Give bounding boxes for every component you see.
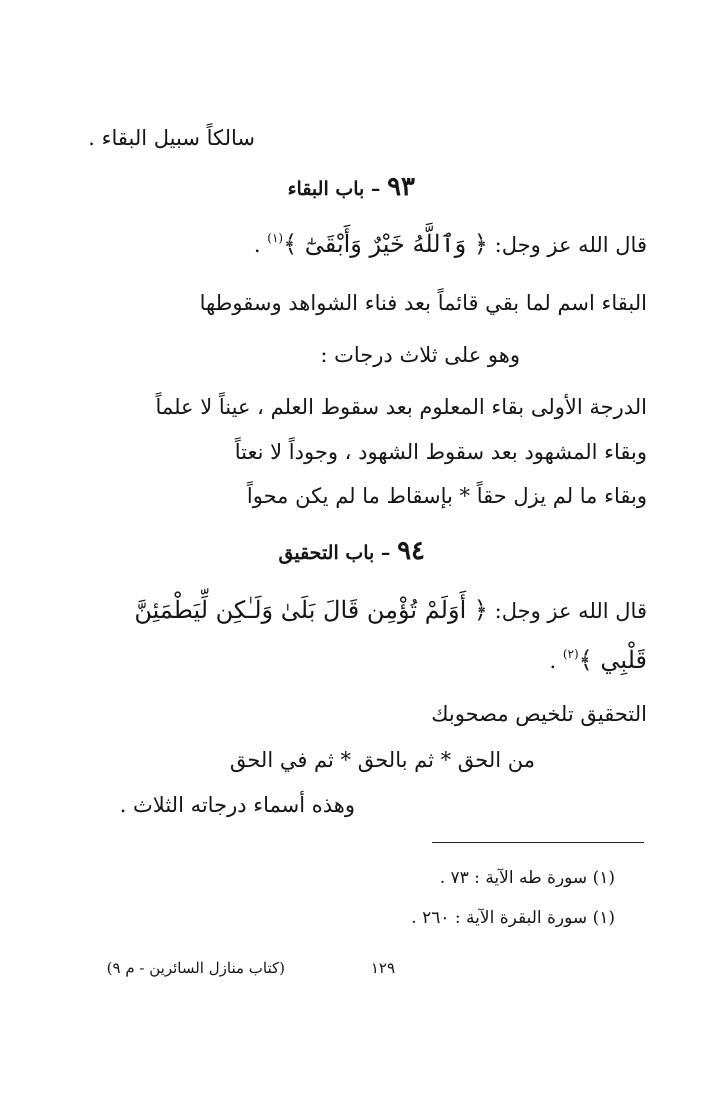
paragraph-line: وبقاء ما لم يزل حقاً * بإسقاط ما لم يكن محواً [246, 484, 647, 508]
quran-quote-line [134, 598, 647, 622]
section-number: ٩٣ [387, 172, 415, 202]
quran-verse: قَلْبِي ﴾ [578, 646, 647, 674]
page-number: ١٢٩ [370, 959, 395, 977]
footnote-divider [432, 842, 644, 843]
quote-intro: قال الله عز وجل: [487, 233, 647, 257]
section-number: ٩٤ [397, 536, 425, 566]
paragraph-line: وهذه أسماء درجاته الثلاث . [119, 793, 355, 817]
paragraph-line: من الحق * ثم بالحق * ثم في الحق [229, 748, 535, 772]
quote-intro: قال الله عز وجل: [487, 599, 647, 623]
section-title: – باب التحقيق [278, 542, 391, 564]
continuation-line: سالكاً سبيل البقاء . [88, 126, 255, 150]
paragraph-line: وبقاء المشهود بعد سقوط الشهود ، وجوداً لا نعتاً [234, 440, 647, 464]
line-end: . [253, 233, 268, 257]
quran-verse: ﴿ أَوَلَمْ تُؤْمِن قَالَ بَلَىٰ وَلَـٰكِن لِّيَطْمَئِنَّ [134, 596, 488, 624]
quran-verse: ﴿ وَٱللَّهُ خَيْرٌ وَأَبْقَىٰٓ ﴾ [283, 230, 488, 258]
book-reference: (كتاب منازل السائرين - م ٩) [106, 959, 285, 977]
paragraph-line: وهو على ثلاث درجات : [320, 343, 520, 367]
footnote-ref: (١) [267, 231, 284, 245]
section-heading-94 [278, 538, 425, 564]
section-heading-93 [288, 174, 415, 200]
section-title: – باب البقاء [287, 178, 381, 200]
paragraph-line: الدرجة الأولى بقاء المعلوم بعد سقوط العلم ، عيناً لا علماً [155, 395, 647, 419]
footnote: (١) سورة طه الآية : ٧٣ . [439, 868, 615, 888]
paragraph-line: البقاء اسم لما بقي قائماً بعد فناء الشواهد وسقوطها [199, 291, 647, 315]
quran-quote-line [549, 648, 647, 672]
quran-quote-line [254, 232, 647, 256]
line-end: . [549, 649, 563, 673]
footnote-ref: (٢) [562, 647, 579, 661]
paragraph-line: التحقيق تلخيص مصحوبك [431, 702, 647, 726]
footnote: (١) سورة البقرة الآية : ٢٦٠ . [411, 908, 615, 928]
